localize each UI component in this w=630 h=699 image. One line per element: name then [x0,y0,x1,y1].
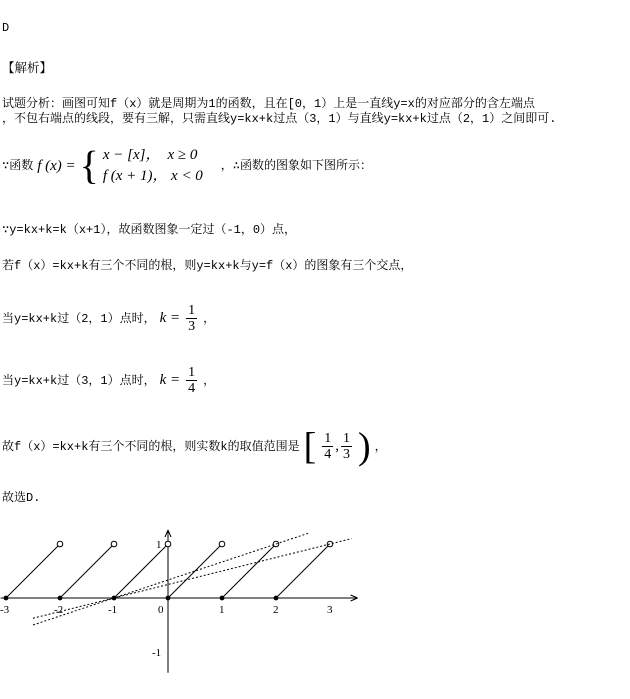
three-roots-condition: 若f（x）=kx+k有三个不同的根，则y=kx+k与y=f（x）的图象有三个交点， [2,259,413,273]
fraction-numerator: 1 [343,431,350,446]
case-3-1 [2,362,215,399]
function-graph [0,520,360,690]
case1-condition: x ≥ 0 [167,146,198,163]
conclusion-text: 故f（x）=kx+k有三个不同的根，则实数k的取值范围是 [2,440,300,454]
function-prefix: ∵函数 [2,159,34,173]
function-segment [114,544,168,598]
case2-condition: x < 0 [171,167,203,184]
conclusion [2,424,387,469]
y-tick-label: -1 [152,647,162,659]
closed-endpoint [274,596,279,601]
dashed-line [33,539,352,619]
function-segment [168,544,222,598]
line-passes-point: ∵y=kx+k=k（x+1），故函数图象一定过（-1，0）点， [2,223,297,237]
fraction-numerator: 1 [188,365,196,380]
answer-letter: D [2,21,10,35]
case-3-1-fraction [186,365,197,396]
case-3-1-tail: ， [203,374,216,388]
analysis-line-1: 试题分析：画图可知f（x）就是周期为1的函数，且在[0，1）上是一直线y=x的对应部分的含左端点 [2,97,535,111]
closed-endpoint [4,596,9,601]
open-endpoint [57,541,63,547]
interval-upper-bound [341,431,352,462]
case-2-1-tail: ， [203,312,216,326]
function-segment [276,544,330,598]
interval-right-paren: ) [357,425,371,468]
x-tick-label: 1 [219,604,225,616]
section-title: 【解析】 [2,60,53,75]
fraction-numerator: 1 [324,431,332,446]
case2-expression: f (x + 1)， [102,167,168,184]
fraction-denominator: 4 [324,447,332,462]
dashed-line [33,533,308,625]
fraction-denominator: 3 [188,319,196,334]
closed-endpoint [166,596,171,601]
case-3-1-text: 当y=kx+k过（3，1）点时， [2,374,156,388]
y-tick-label: 1 [156,539,162,551]
choose-answer: 故选D. [2,491,41,505]
case-2-1-fraction [186,303,197,334]
x-tick-label: -1 [108,604,118,616]
function-suffix: ，∴函数的图象如下图所示： [220,159,373,173]
case1-expression: x − [x]， [102,146,161,163]
x-tick-label: 3 [327,604,333,616]
open-endpoint [111,541,117,547]
interval-left-bracket: [ [303,425,317,468]
case-3-1-k: k = [159,372,181,388]
function-segment [222,544,276,598]
graph-axes [1,530,358,673]
cases-brace: { [79,142,99,188]
closed-endpoint [220,596,225,601]
fraction-numerator: 1 [188,303,196,318]
function-definition [2,143,372,188]
x-tick-label: 2 [273,604,279,616]
interval-lower-bound [322,431,333,462]
open-endpoint [219,541,225,547]
piecewise-cases [103,145,203,187]
conclusion-tail: ， [374,440,387,454]
x-tick-label: -2 [54,604,64,616]
function-segment [6,544,60,598]
case-2-1-text: 当y=kx+k过（2，1）点时， [2,312,156,326]
fraction-denominator: 3 [343,447,350,462]
open-endpoint [165,541,171,547]
closed-endpoint [58,596,63,601]
function-name: f (x) = [37,157,76,174]
graph-dashed-lines [33,533,352,625]
case-2-1-k: k = [159,310,181,326]
function-segment [60,544,114,598]
fraction-denominator: 4 [188,381,196,396]
interval-comma: , [335,438,339,454]
case-2-1 [2,300,215,337]
x-tick-label: 0 [158,604,164,616]
x-tick-label: -3 [0,604,10,616]
analysis-line-2: ，不包右端点的线段，要有三解，只需直线y=kx+k过点（3，1）与直线y=kx+k过点（2，1）之间即可. [2,112,557,126]
